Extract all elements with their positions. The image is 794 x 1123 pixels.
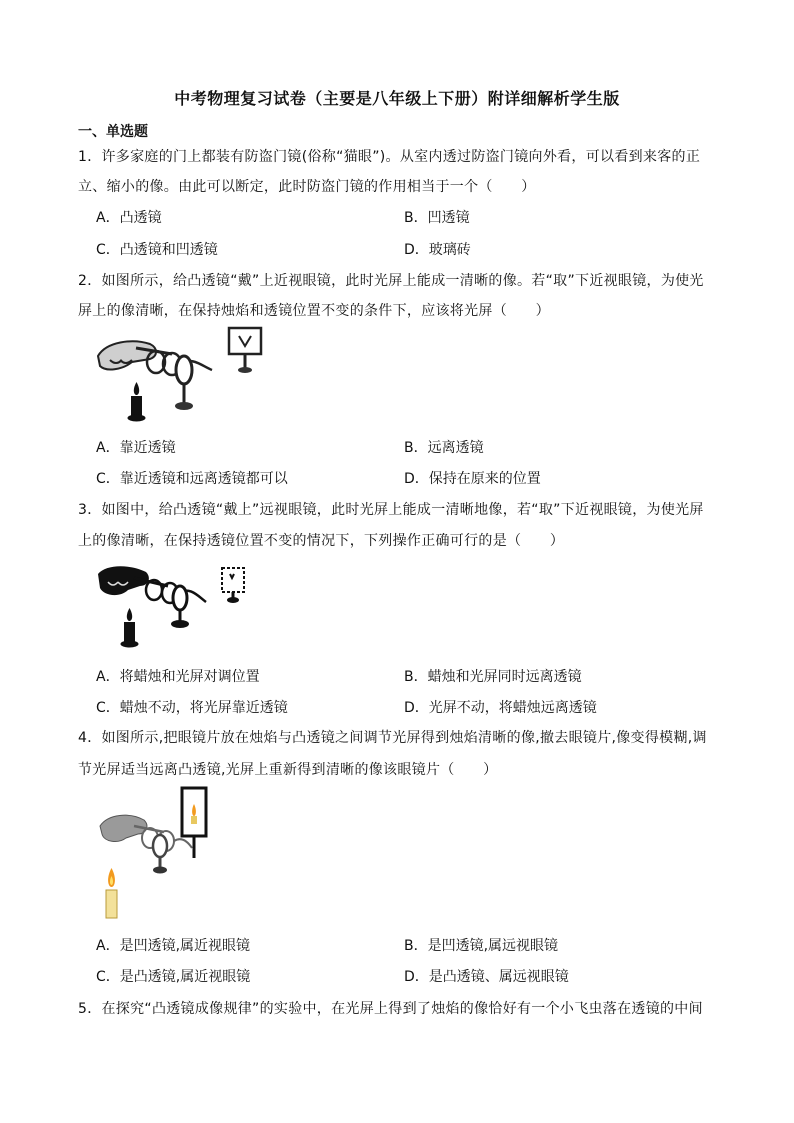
q1-option-c: C．凸透镜和凹透镜 bbox=[96, 242, 218, 258]
q2-option-d: D．保持在原来的位置 bbox=[404, 471, 541, 487]
q3-stem-line2: 上的像清晰，在保持透镜位置不变的情况下，下列操作正确可行的是（ ） bbox=[78, 533, 565, 549]
section-heading: 一、单选题 bbox=[78, 124, 148, 140]
q2-option-a: A．靠近透镜 bbox=[96, 440, 176, 456]
q1-option-b: B．凹透镜 bbox=[404, 210, 470, 226]
q3-stem-line1: 3．如图中，给凸透镜“戴上”远视眼镜，此时光屏上能成一清晰地像，若“取”下近视眼镜，为使光屏 bbox=[78, 502, 704, 518]
q2-lens-experiment-figure bbox=[92, 326, 272, 428]
q3-option-c: C．蜡烛不动，将光屏靠近透镜 bbox=[96, 700, 288, 716]
q1-stem-line2: 立、缩小的像。由此可以断定，此时防盗门镜的作用相当于一个（ ） bbox=[78, 179, 536, 195]
q3-lens-experiment-figure bbox=[94, 560, 250, 652]
q4-stem-line2: 节光屏适当远离凸透镜,光屏上重新得到清晰的像该眼镜片（ ） bbox=[78, 762, 498, 778]
page-title: 中考物理复习试卷（主要是八年级上下册）附详细解析学生版 bbox=[174, 89, 620, 108]
q3-option-d: D．光屏不动，将蜡烛远离透镜 bbox=[404, 700, 597, 716]
q4-option-c: C．是凸透镜,属近视眼镜 bbox=[96, 969, 251, 985]
q2-stem-line2: 屏上的像清晰，在保持烛焰和透镜位置不变的条件下，应该将光屏（ ） bbox=[78, 303, 550, 319]
q1-option-d: D．玻璃砖 bbox=[404, 242, 471, 258]
q2-option-c: C．靠近透镜和远离透镜都可以 bbox=[96, 471, 288, 487]
q3-option-a: A．将蜡烛和光屏对调位置 bbox=[96, 669, 260, 685]
q5-stem-line1: 5．在探究“凸透镜成像规律”的实验中，在光屏上得到了烛焰的像恰好有一个小飞虫落在透镜的中间 bbox=[78, 1001, 703, 1017]
q4-option-b: B．是凹透镜,属远视眼镜 bbox=[404, 938, 559, 954]
q3-option-b: B．蜡烛和光屏同时远离透镜 bbox=[404, 669, 582, 685]
q1-option-a: A．凸透镜 bbox=[96, 210, 162, 226]
q1-stem-line1: 1．许多家庭的门上都装有防盗门镜(俗称“猫眼”)。从室内透过防盗门镜向外看，可以看到来客的正 bbox=[78, 149, 701, 165]
q4-lens-experiment-figure bbox=[94, 786, 222, 920]
q2-option-b: B．远离透镜 bbox=[404, 440, 484, 456]
q4-option-a: A．是凹透镜,属近视眼镜 bbox=[96, 938, 251, 954]
q4-option-d: D．是凸透镜、属远视眼镜 bbox=[404, 969, 569, 985]
q4-stem-line1: 4．如图所示,把眼镜片放在烛焰与凸透镜之间调节光屏得到烛焰清晰的像,撤去眼镜片,像变得模糊,调 bbox=[78, 730, 707, 746]
q2-stem-line1: 2．如图所示，给凸透镜“戴”上近视眼镜，此时光屏上能成一清晰的像。若“取”下近视眼镜，为使光 bbox=[78, 273, 704, 289]
